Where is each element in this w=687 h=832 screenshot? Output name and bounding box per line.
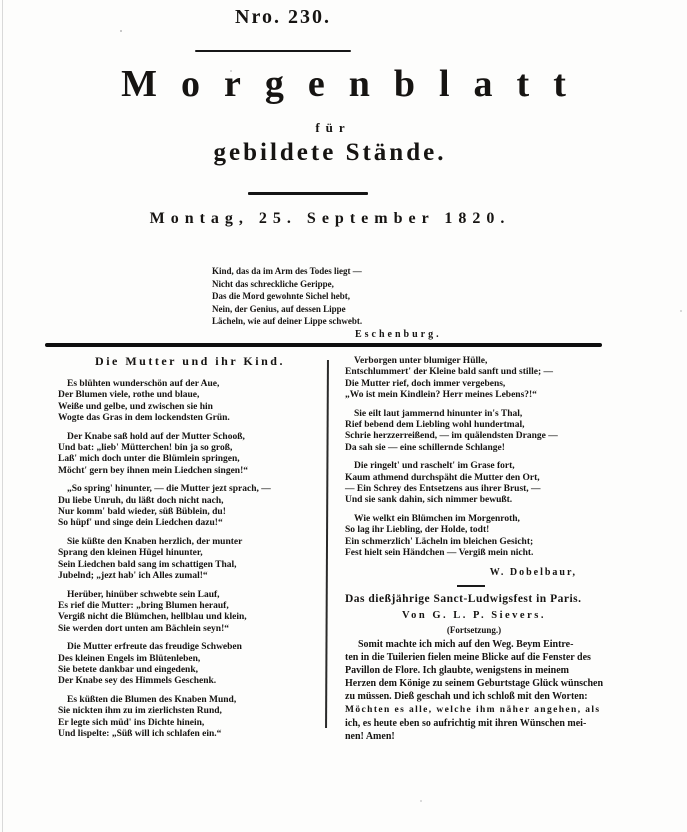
poem-line: Sie betete dankbar und eingedenk,	[58, 664, 198, 675]
poem-stanza	[345, 514, 603, 560]
poem-line: Sie werden dort unten am Bächlein seyn!“	[58, 623, 229, 634]
poem-stanza	[58, 642, 322, 688]
poem-line: Und sie sank dahin, sich nimmer bewußt.	[345, 495, 513, 506]
article-body	[345, 638, 603, 744]
poem-attribution: W. Dobelbaur,	[489, 566, 577, 578]
poem-line: Des kleinen Engels im Blütenleben,	[58, 653, 201, 664]
poem-line: Schrie herzzerreißend, — im quälendsten Drange —	[345, 431, 558, 442]
poem-left-stanzas	[58, 379, 322, 740]
poem-line: So lag ihr Liebling, der Holde, todt!	[345, 525, 490, 536]
poem-line: Laß' mich doch unter die Blümlein springen,	[58, 454, 240, 465]
epigraph-lines	[212, 265, 442, 328]
article-line: Pavillon de Flore. Ich glaubte, wenigstens in meinem	[345, 664, 569, 676]
poem-line: Verborgen unter blumiger Hülle,	[354, 356, 488, 366]
poem-line: Es rief die Mutter: „bring Blumen herauf,	[58, 600, 229, 611]
epigraph-line: Nicht das schreckliche Gerippe,	[212, 278, 334, 289]
poem-stanza	[58, 484, 322, 530]
masthead-title: Morgenblatt	[121, 63, 590, 105]
poem-line: Sie nickten ihm zu im zierlichsten Rund,	[58, 706, 222, 717]
article-byline: Von G. L. P. Sievers.	[402, 609, 546, 621]
poem-line: Rief bebend dem Liebling wohl hundertmal,	[345, 420, 525, 431]
poem-line: Die Mutter erfreute das freudige Schweben	[67, 642, 242, 653]
poem-line: Der Blumen viele, rothe und blaue,	[58, 390, 200, 401]
masthead-subtitle: gebildete Stände.	[213, 139, 447, 166]
poem-line: Da sah sie — eine schillernde Schlange!	[345, 442, 505, 453]
article-line: Möchten es alle, welche ihm näher angehen, als	[345, 704, 601, 715]
article-line: Somit machte ich mich auf den Weg. Beym Eintre-	[358, 638, 574, 650]
article-line: zu müssen. Dieß geschah und ich schloß mit den Worten:	[345, 691, 588, 703]
poem-title: Die Mutter und ihr Kind.	[95, 354, 285, 368]
poem-line: Er legte sich müd' ins Dichte hinein,	[58, 717, 205, 728]
masthead-divider-rule-bottom	[248, 192, 368, 195]
poem-line: Der Knabe sey des Himmels Geschenk.	[58, 676, 217, 687]
issue-date: Montag, 25. September 1820.	[149, 210, 511, 227]
poem-column-left	[58, 354, 322, 747]
issue-number: Nro. 230.	[235, 6, 331, 28]
poem-line: Sie eilt laut jammernd hinunter in's Thal,	[354, 408, 523, 419]
poem-line: Entschlummert' der Kleine bald sanft und stille; —	[345, 367, 554, 378]
epigraph-line: Kind, das da im Arm des Todes liegt —	[212, 266, 362, 276]
poem-line: Wie welkt ein Blümchen im Morgenroth,	[354, 513, 520, 524]
masthead-divider-rule-top	[195, 50, 351, 52]
article-continuation-note: (Fortsetzung.)	[446, 624, 502, 635]
article-line: Herzen dem Könige zu seinem Geburtstage Glück wünschen	[345, 678, 604, 690]
epigraph-line: Das die Mord gewohnte Sichel hebt,	[212, 291, 350, 302]
article-line: ten in die Tuilerien fielen meine Blicke auf die Fenster des	[345, 651, 591, 663]
column-divider-rule	[325, 360, 328, 728]
article-title: Das dießjährige Sanct-Ludwigsfest in Paris.	[345, 592, 582, 605]
section-rule	[45, 343, 602, 347]
poem-line: Die ringelt' und raschelt' im Grase fort,	[354, 461, 515, 472]
poem-line: So hüpf' und singe dein Liedchen dazu!“	[58, 518, 223, 529]
poem-line: „Wo ist mein Kindlein? Herr meines Lebens?!“	[345, 390, 537, 401]
poem-line: Und lispelte: „Süß will ich schlafen ein.“	[58, 728, 222, 739]
poem-line: Ein schmerzlich' Lächeln im bleichen Gesicht;	[345, 536, 534, 547]
epigraph-line: Lächeln, wie auf deiner Lippe schwebt.	[212, 316, 363, 327]
poem-line: Herüber, hinüber schwebte sein Lauf,	[67, 589, 220, 600]
epigraph-attribution: Eschenburg.	[355, 328, 442, 340]
poem-line: — Ein Schrey des Entsetzens aus ihrer Brust, —	[345, 484, 541, 495]
poem-line: Sein Liedchen bald sang im schattigen Thal,	[58, 559, 237, 570]
poem-line: Wogte das Gras in dem lockendsten Grün.	[58, 413, 230, 424]
poem-line: Nur komm' bald wieder, süß Büblein, du!	[58, 507, 226, 518]
poem-stanza	[345, 461, 603, 507]
poem-line: „So spring' hinunter, — die Mutter jezt sprach, —	[67, 484, 271, 495]
poem-stanza	[58, 432, 322, 478]
poem-line: Fest hielt sein Händchen — Vergiß mein nicht.	[345, 548, 534, 559]
poem-stanza	[58, 695, 322, 741]
poem-stanza	[58, 379, 322, 425]
poem-line: Jubelnd; „jezt hab' ich Alles zumal!“	[58, 571, 208, 582]
masthead-title-connector: für	[315, 120, 351, 135]
poem-line: Es küßten die Blumen des Knaben Mund,	[67, 694, 237, 705]
epigraph-line: Nein, der Genius, auf dessen Lippe	[212, 303, 346, 314]
poem-right-stanzas	[345, 356, 603, 560]
poem-stanza	[345, 356, 603, 402]
poem-line: Vergiß nicht die Blümchen, hellblau und klein,	[58, 612, 247, 623]
epigraph	[212, 265, 442, 342]
poem-line: Kaum athmend durchspäht die Mutter den Ort,	[345, 472, 540, 483]
poem-line: Möcht' gern bey ihnen mein Liedchen singen!“	[58, 465, 249, 476]
article-line: nen! Amen!	[345, 730, 395, 742]
poem-stanza	[58, 590, 322, 636]
content-column-right	[345, 356, 603, 743]
poem-line: Sprang den kleinen Hügel hinunter,	[58, 548, 203, 559]
poem-line: Es blühten wunderschön auf der Aue,	[67, 379, 220, 389]
article-divider-rule	[457, 585, 485, 587]
poem-stanza	[345, 409, 603, 455]
poem-stanza	[58, 537, 322, 583]
poem-line: Die Mutter rief, doch immer vergebens,	[345, 378, 506, 389]
poem-line: Und bat: „lieb' Mütterchen! bin ja so groß,	[58, 443, 233, 454]
poem-line: Du liebe Unruh, du läßt doch nicht nach,	[58, 495, 224, 506]
article-line: ich, es heute eben so aufrichtig mit ihren Wünschen mei-	[345, 717, 587, 729]
scan-speck	[120, 30, 122, 32]
poem-line: Sie küßte den Knaben herzlich, der munter	[67, 536, 243, 547]
poem-line: Weiße und gelbe, und zwischen sie hin	[58, 401, 213, 412]
poem-line: Der Knabe saß hold auf der Mutter Schooß,	[67, 431, 245, 442]
